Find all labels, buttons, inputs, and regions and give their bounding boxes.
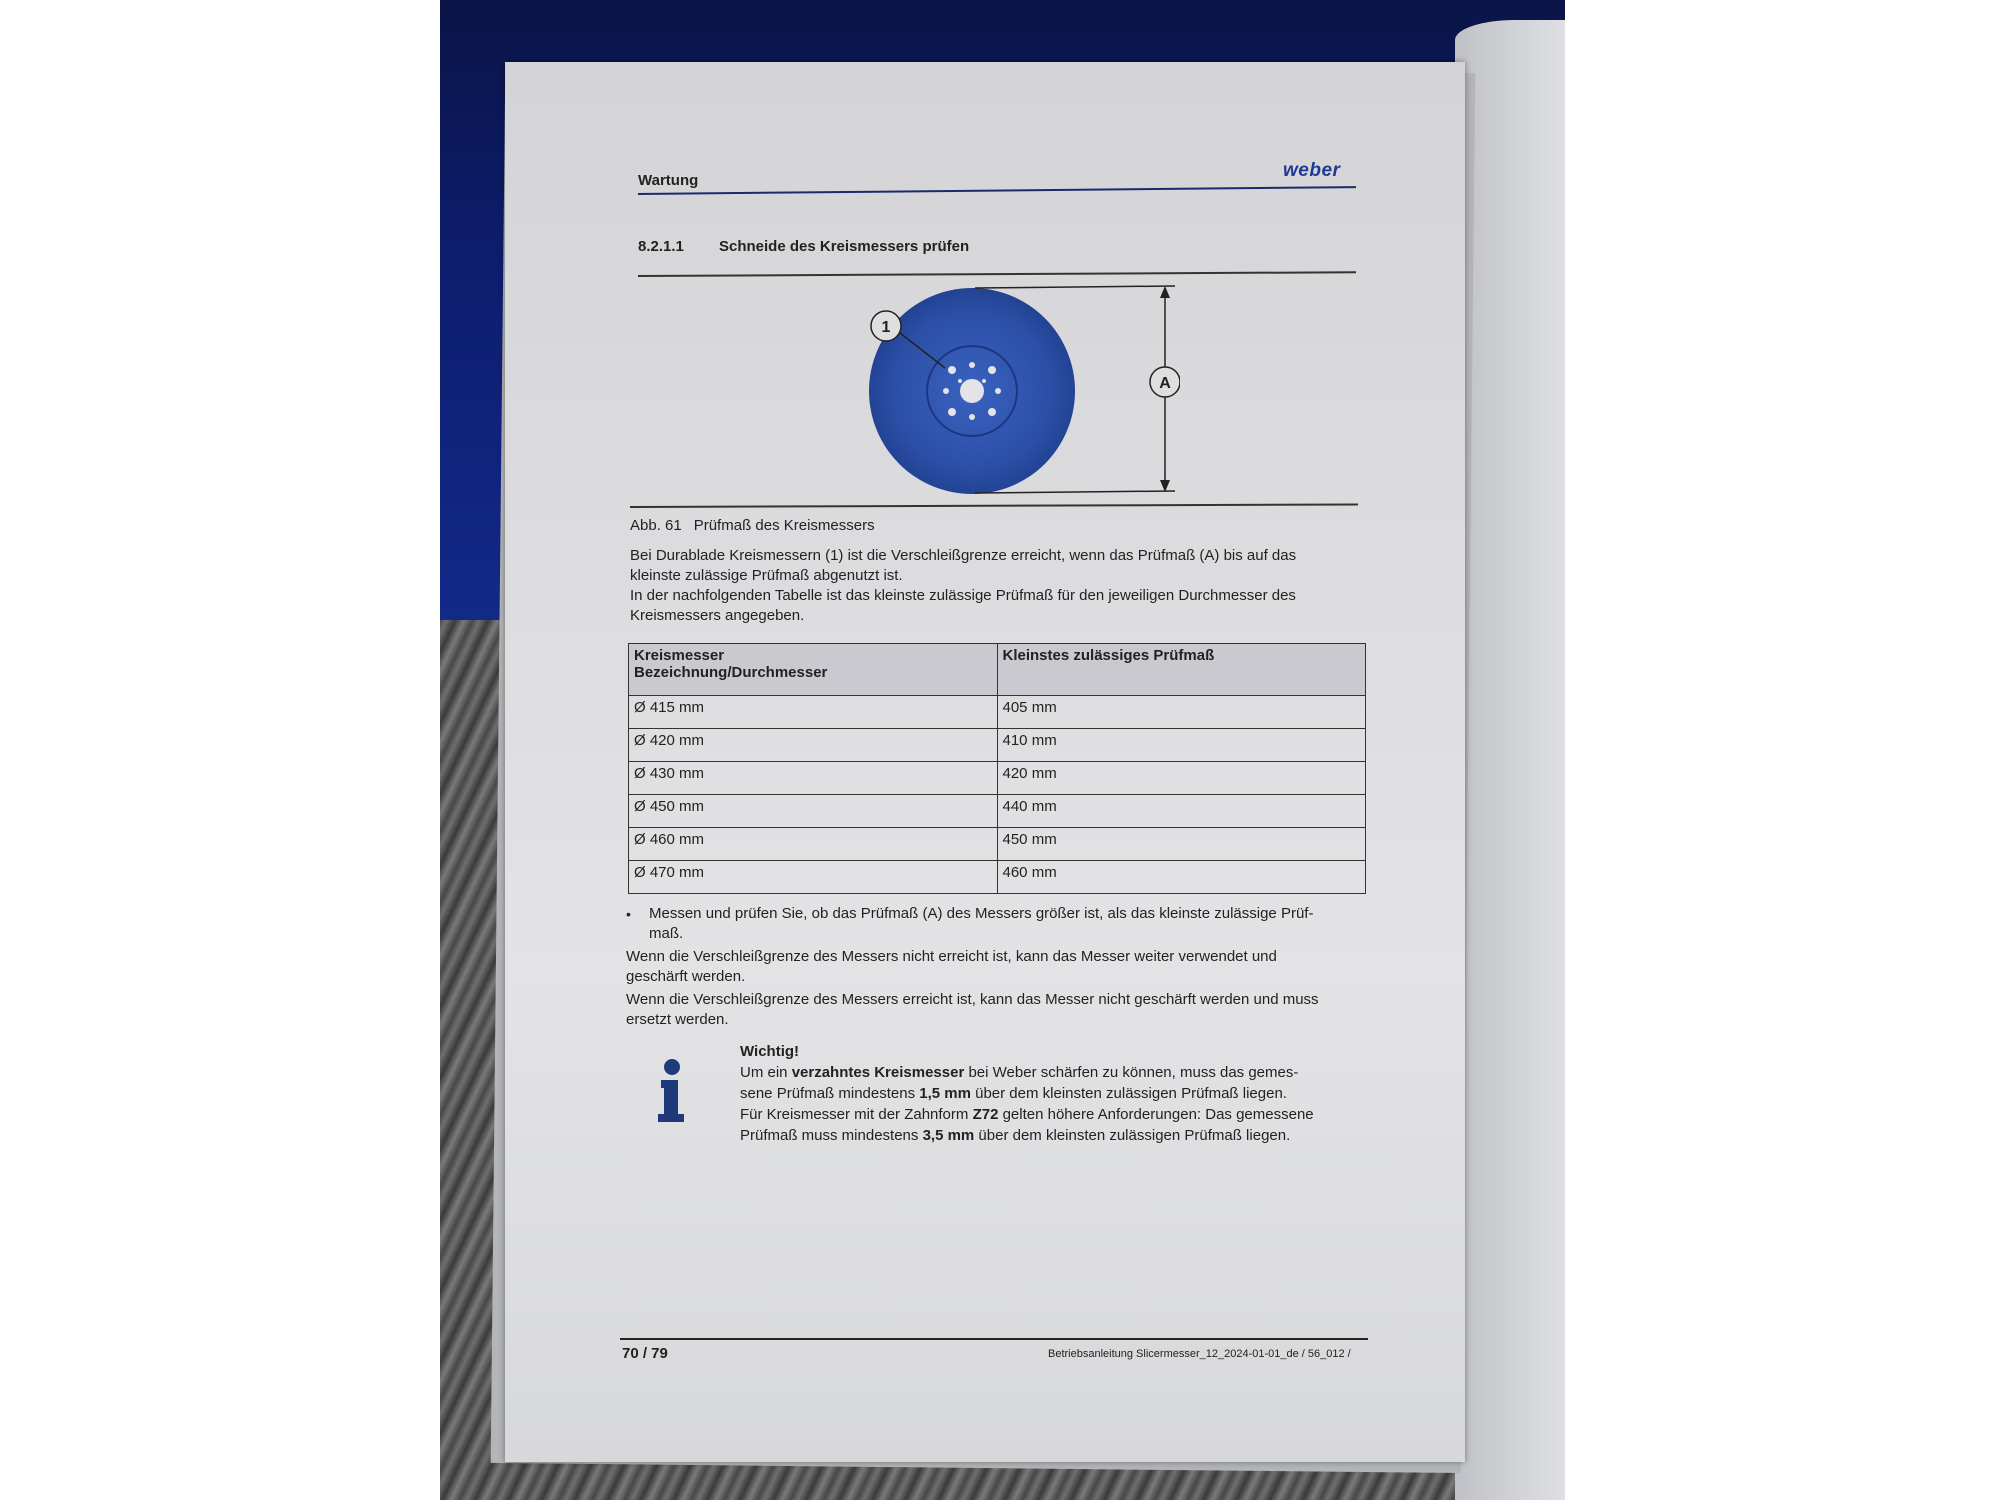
table-cell: 410 mm	[997, 729, 1366, 762]
table-row	[629, 861, 1366, 894]
section-title: Wartung	[638, 172, 699, 189]
notice-emphasis: 1,5 mm	[919, 1085, 971, 1102]
callout-A-label: A	[1159, 375, 1171, 392]
notice-line-3	[740, 1104, 1314, 1125]
intro-line-1: Bei Durablade Kreismessern (1) ist die Verschleißgrenze erreicht, wenn das Prüfmaß (A) bis auf das	[630, 547, 1297, 564]
notice-emphasis: Z72	[972, 1106, 999, 1123]
table-cell: Ø 415 mm	[629, 696, 998, 729]
notice-emphasis: 3,5 mm	[922, 1127, 975, 1144]
intro-paragraph	[630, 546, 1296, 626]
notice-text: sene Prüfmaß mindestens	[740, 1085, 920, 1102]
table-row	[629, 729, 1366, 762]
table-cell: Ø 450 mm	[629, 795, 998, 828]
table-cell: 420 mm	[997, 762, 1366, 795]
table-row	[629, 795, 1366, 828]
callout-1-label: 1	[881, 319, 891, 336]
heading-rule	[638, 271, 1356, 276]
notice-text: Um ein	[740, 1064, 792, 1081]
dimension-extension-top	[975, 286, 1175, 288]
wear-reached-paragraph	[626, 990, 1319, 1030]
notice-text: gelten höhere Anforderungen: Das gemessene	[998, 1106, 1314, 1123]
table-row	[629, 828, 1366, 861]
table-cell: Ø 420 mm	[629, 729, 998, 762]
notice-line-2	[740, 1083, 1314, 1104]
table-cell: 440 mm	[997, 795, 1366, 828]
bullet-line-1: Messen und prüfen Sie, ob das Prüfmaß (A) des Messers größer ist, als das kleinste zulässige Prüf-	[649, 905, 1314, 922]
table-cell: Ø 470 mm	[629, 861, 998, 894]
dimension-extension-bottom	[975, 491, 1175, 493]
table-header-row	[629, 644, 1366, 696]
table-cell: Ø 460 mm	[629, 828, 998, 861]
header-rule	[638, 186, 1356, 195]
notice-text: über dem kleinsten zulässigen Prüfmaß liegen.	[970, 1085, 1287, 1102]
notice-line-4	[740, 1125, 1314, 1146]
paragraph-line: Wenn die Verschleißgrenze des Messers erreicht ist, kann das Messer nicht geschärft werden und muss	[626, 991, 1319, 1008]
heading-number: 8.2.1.1	[638, 238, 684, 255]
notice-line-1	[740, 1062, 1314, 1083]
paragraph-line: geschärft werden.	[626, 968, 746, 985]
notice-text: Prüfmaß muss mindestens	[740, 1127, 923, 1144]
intro-line-2: kleinste zulässige Prüfmaß abgenutzt ist.	[630, 567, 903, 584]
page-number: 70 / 79	[622, 1345, 668, 1362]
table-header-min-dimension: Kleinstes zulässiges Prüfmaß	[997, 644, 1366, 696]
arrowhead-down	[1160, 480, 1170, 492]
notice-title: Wichtig!	[740, 1043, 800, 1060]
test-dimension-table	[628, 643, 1366, 894]
table-header-diameter: Kreismesser Bezeichnung/Durchmesser	[629, 644, 998, 696]
table-row	[629, 696, 1366, 729]
info-icon	[652, 1058, 692, 1124]
heading-title: Schneide des Kreismessers prüfen	[719, 238, 970, 255]
notice-text: bei Weber schärfen zu können, muss das gemes-	[964, 1064, 1299, 1081]
table-cell: Ø 430 mm	[629, 762, 998, 795]
caption-text: Prüfmaß des Kreismessers	[693, 517, 875, 534]
bullet-marker: •	[626, 906, 631, 922]
bullet-line-2: maß.	[649, 925, 684, 942]
blade-figure	[820, 278, 1180, 508]
paragraph-line: ersetzt werden.	[626, 1011, 729, 1028]
table-cell: 405 mm	[997, 696, 1366, 729]
table-cell: 450 mm	[997, 828, 1366, 861]
brand-logo: weber	[1283, 160, 1341, 181]
intro-line-3: In der nachfolgenden Tabelle ist das kleinste zulässige Prüfmaß für den jeweiligen Durchmesser des	[630, 587, 1296, 604]
figure-caption	[630, 517, 875, 534]
arrowhead-up	[1160, 286, 1170, 298]
paragraph-line: Wenn die Verschleißgrenze des Messers nicht erreicht ist, kann das Messer weiter verwendet und	[626, 948, 1277, 965]
caption-label: Abb. 61	[630, 517, 682, 534]
wear-not-reached-paragraph	[626, 947, 1277, 987]
bullet-item	[649, 904, 1313, 944]
notice-text: über dem kleinsten zulässigen Prüfmaß liegen.	[974, 1127, 1291, 1144]
table-cell: 460 mm	[997, 861, 1366, 894]
notice-text: Für Kreismesser mit der Zahnform	[740, 1106, 973, 1123]
intro-line-4: Kreismessers angegeben.	[630, 607, 805, 624]
document-reference: Betriebsanleitung Slicermesser_12_2024-01-01_de / 56_012 /	[1048, 1348, 1351, 1360]
blade-center-hole	[960, 379, 984, 403]
table-row	[629, 762, 1366, 795]
footer-rule	[620, 1338, 1368, 1340]
notice-box	[740, 1041, 1314, 1146]
notice-emphasis: verzahntes Kreismesser	[791, 1064, 965, 1081]
